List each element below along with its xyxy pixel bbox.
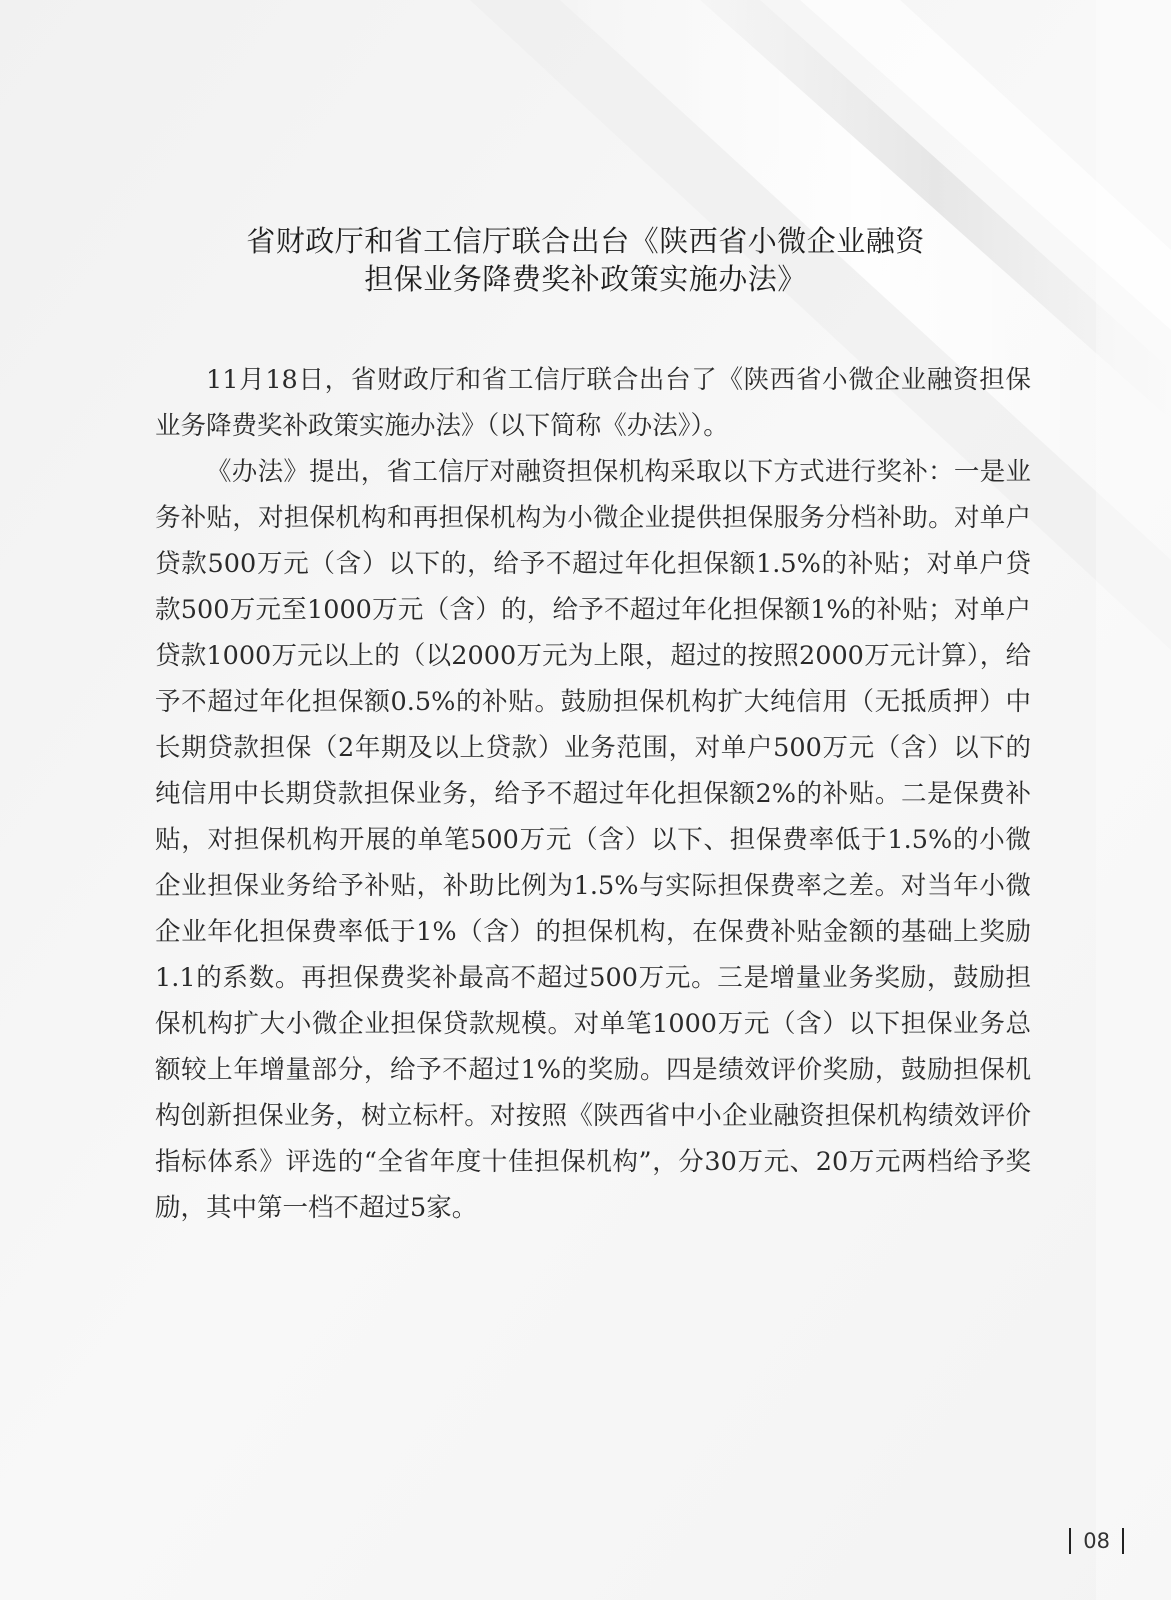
article-title-line-1: 省财政厅和省工信厅联合出台《陕西省小微企业融资 [246,224,925,258]
page-number-right-bar [1122,1528,1124,1554]
paragraph-measures: 《办法》提出，省工信厅对融资担保机构采取以下方式进行奖补：一是业务补贴，对担保机构和再担保机构为小微企业提供担保服务分档补助。对单户贷款500万元（含）以下的，给予不超过年化担保额1.5%的补贴；对单户贷款500万元至1000万元（含）的，给予不超过年化担保额1%的补贴；对单户贷款1000万元以上的（以2000万元为上限，超过的按照2000万元计算），给予不超过年化担保额0.5%的补贴。鼓励担保机构扩大纯信用（无抵质押）中长期贷款担保（2年期及以上贷款）业务范围，对单户500万元（含）以下的纯信用中长期贷款担保业务，给予不超过年化担保额2%的补贴。二是保费补贴，对担保机构开展的单笔500万元（含）以下、担保费率低于1.5%的小微企业担保业务给予补贴，补助比例为1.5%与实际担保费率之差。对当年小微企业年化担保费率低于1%（含）的担保机构，在保费补贴金额的基础上奖励1.1的系数。再担保费奖补最高不超过500万元。三是增量业务奖励，鼓励担保机构扩大小微企业担保贷款规模。对单笔1000万元（含）以下担保业务总额较上年增量部分，给予不超过1%的奖励。四是绩效评价奖励，鼓励担保机构创新担保业务，树立标杆。对按照《陕西省中小企业融资担保机构绩效评价指标体系》评选的“全省年度十佳担保机构”，分30万元、20万元两档给予奖励，其中第一档不超过5家。 [155,457,1031,1223]
article-title-line-2: 担保业务降费奖补政策实施办法》 [364,262,807,296]
page-number [1069,1528,1124,1554]
article-title [0,222,1171,298]
paragraph-intro: 11月18日，省财政厅和省工信厅联合出台了《陕西省小微企业融资担保业务降费奖补政策实施办法》（以下简称《办法》）。 [155,365,1031,441]
page-number-text: 08 [1083,1529,1110,1553]
article-body [155,357,1031,1231]
